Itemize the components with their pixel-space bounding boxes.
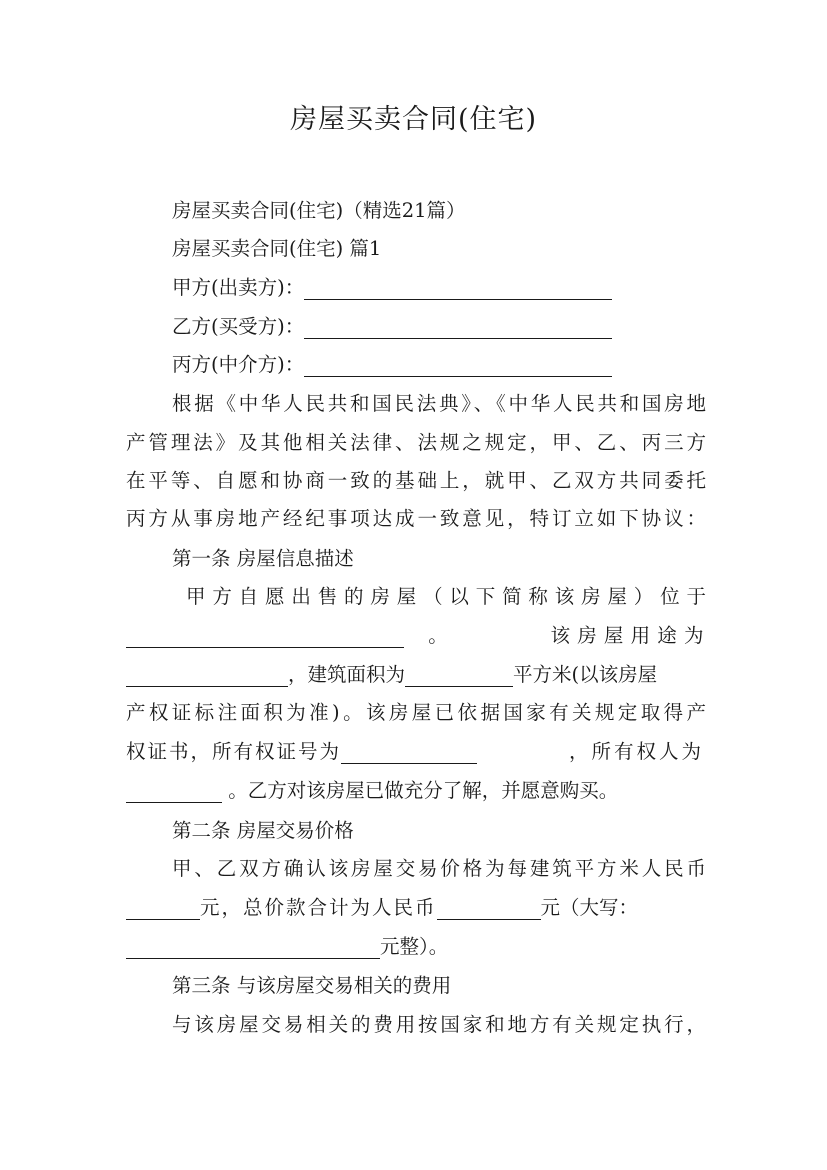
amount-suffix: 元整）。 [380, 935, 449, 958]
article-1-line-1: 甲方自愿出售的房屋（以下简称该房屋）位于 [186, 585, 706, 608]
party-c-label: 丙方(中介方)： [172, 353, 305, 376]
party-b-blank[interactable] [304, 314, 612, 339]
area-unit-label: 平方米(以该房屋 [513, 663, 658, 686]
article-1-line-6 [126, 772, 706, 810]
article-1-closing: 。乙方对该房屋已做充分了解，并愿意购买。 [228, 779, 619, 802]
owner-blank[interactable] [126, 778, 222, 803]
area-label: ，建筑面积为 [288, 663, 406, 686]
section-heading-pian1: 房屋买卖合同(住宅) 篇1 [172, 237, 382, 260]
party-a-blank[interactable] [304, 275, 612, 300]
amount-in-words-label: 元（大写： [540, 896, 639, 919]
house-use-blank[interactable] [126, 662, 288, 687]
article-3-heading: 第三条 与该房屋交易相关的费用 [172, 974, 452, 997]
subtitle-line: 房屋买卖合同(住宅)（精选21篇） [172, 199, 466, 222]
party-b-field [172, 308, 706, 346]
article-1-line-3 [126, 656, 706, 694]
certificate-number-blank[interactable] [341, 739, 477, 764]
area-blank[interactable] [405, 662, 513, 687]
article-2-line-3 [126, 928, 706, 966]
party-b-label: 乙方(买受方)： [172, 315, 305, 338]
period-mark: 。 [428, 624, 448, 647]
owner-label: ，所有权人为 [568, 740, 704, 763]
document-title: 房屋买卖合同(住宅) [289, 104, 538, 135]
party-a-label: 甲方(出卖方)： [172, 276, 305, 299]
article-2-line-1: 甲、乙双方确认该房屋交易价格为每建筑平方米人民币 [172, 857, 706, 880]
article-1-line-4: 产权证标注面积为准)。该房屋已依据国家有关规定取得产 [126, 701, 706, 724]
preamble-line-3: 在平等、自愿和协商一致的基础上，就甲、乙双方共同委托 [126, 469, 706, 492]
amount-in-words-blank[interactable] [126, 934, 380, 959]
certificate-label: 权证书，所有权证号为 [126, 740, 342, 763]
article-1-heading: 第一条 房屋信息描述 [172, 547, 354, 570]
article-3-line-1: 与该房屋交易相关的费用按国家和地方有关规定执行， [172, 1013, 706, 1036]
preamble-line-2: 产管理法》及其他相关法律、法规之规定，甲、乙、丙三方 [126, 431, 706, 454]
house-location-blank[interactable] [126, 623, 404, 648]
preamble-line-1: 根据《中华人民共和国民法典》、《中华人民共和国房地 [172, 392, 706, 415]
article-1-line-5 [126, 733, 706, 771]
party-c-field [172, 346, 706, 384]
preamble-line-4: 丙方从事房地产经纪事项达成一致意见，特订立如下协议： [126, 507, 706, 530]
article-2-line-2 [126, 889, 706, 927]
house-use-label: 该 房 屋 用 途 为 [550, 624, 704, 647]
article-2-heading: 第二条 房屋交易价格 [172, 819, 354, 842]
total-price-blank[interactable] [437, 895, 541, 920]
total-price-label: 元，总价款合计为人民币 [200, 896, 437, 919]
article-1-line-2 [126, 617, 706, 655]
party-c-blank[interactable] [304, 352, 612, 377]
unit-price-blank[interactable] [126, 895, 200, 920]
party-a-field [172, 269, 706, 307]
